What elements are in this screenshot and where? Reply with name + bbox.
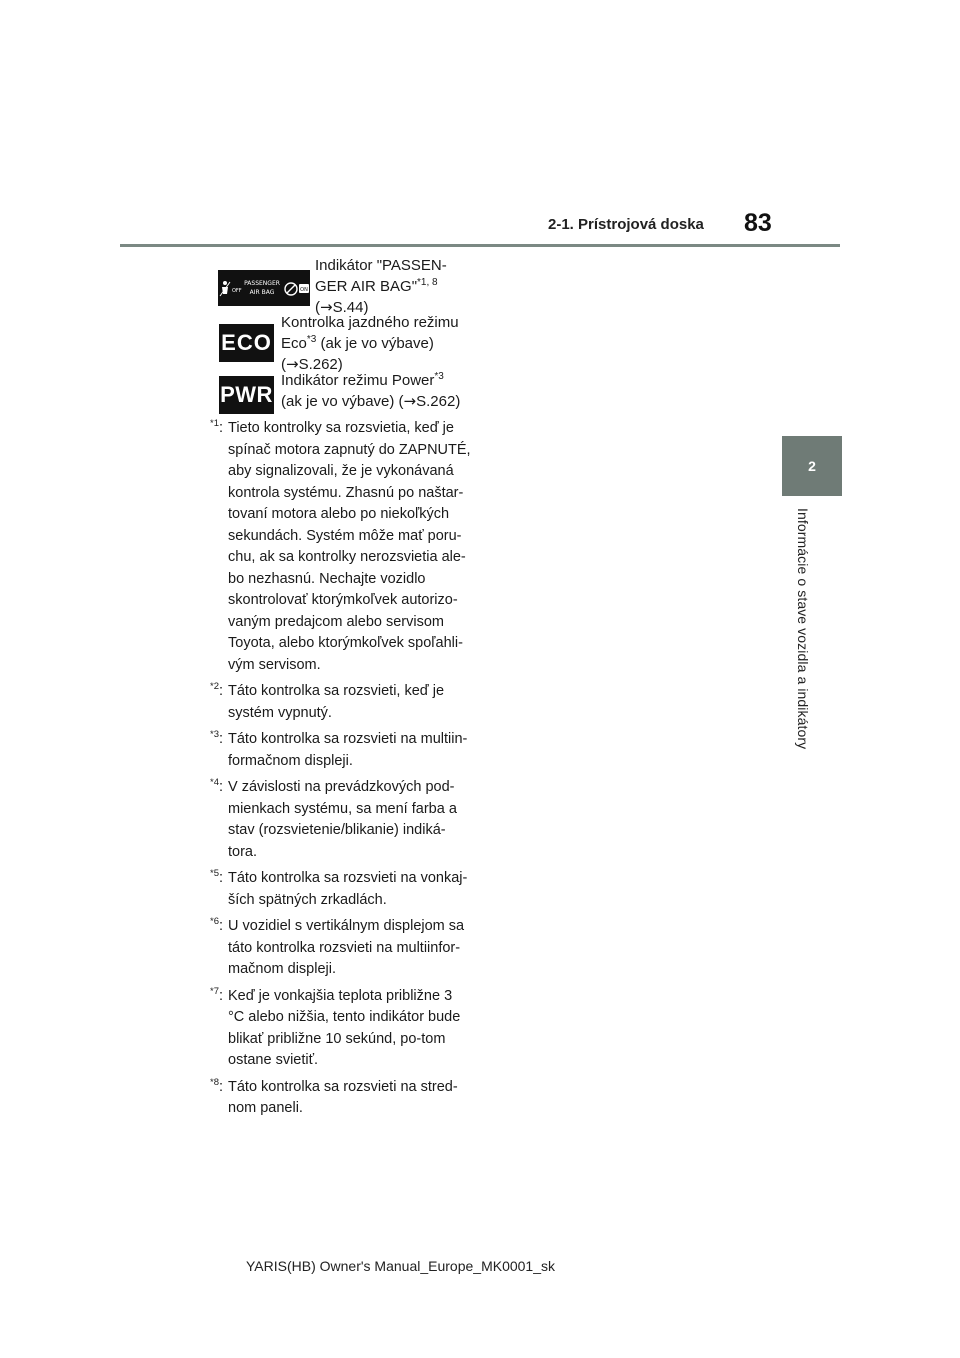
- footnote: $^{*2}$: Táto kontrolka sa rozsvieti, keď je systém vypnutý.: [210, 681, 445, 721]
- footnote: $^{*6}$: U vozidiel s vertikálnym displejom sa táto kontrolka rozsvieti na multiinfor-mačnom displeji.: [210, 916, 465, 977]
- passenger-airbag-off-icon: [218, 270, 310, 306]
- airbag-on-label: ON: [300, 287, 308, 293]
- footnote-ref: *1, 8: [417, 277, 438, 288]
- power-mode-icon: [219, 376, 274, 414]
- indicator-text-line: (ak je vo výbave): [316, 335, 434, 352]
- footnote: $^{*3}$: Táto kontrolka sa rozsvieti na multiin-formačnom displeji.: [210, 729, 468, 769]
- footer-manual-id: YARIS(HB) Owner's Manual_Europe_MK0001_sk: [246, 1258, 555, 1274]
- header-divider: [120, 244, 840, 247]
- footnote-text: Keď je vonkajšia teplota približne 3 °C alebo nižšia, tento indikátor bude blikať približne 10 sekúnd, po-tom ostane svietiť.: [228, 987, 461, 1068]
- indicator-text-line: GER AIR BAG": [315, 278, 418, 295]
- footnote-text: Táto kontrolka sa rozsvieti na multiin-formačnom displeji.: [228, 731, 468, 769]
- pwr-icon-label: PWR: [220, 382, 273, 407]
- indicator-text-line: Eco: [281, 335, 307, 352]
- indicator-text-line: Kontrolka jazdného režimu: [281, 314, 459, 331]
- indicator-text-line: Indikátor "PASSEN-: [315, 257, 447, 274]
- footnote: $^{*7}$: Keď je vonkajšia teplota približne 3 °C alebo nižšia, tento indikátor bude blikať približne 10 sekúnd, po-tom ostane svietiť.: [210, 985, 461, 1068]
- footnote-ref: *3: [306, 334, 317, 345]
- eco-mode-icon: [219, 324, 274, 362]
- indicator-text-line: Indikátor režimu Power: [281, 372, 435, 389]
- airbag-label-line2: AIR BAG: [249, 289, 275, 296]
- eco-icon-label: ECO: [221, 330, 272, 355]
- page-number: 83: [744, 209, 772, 237]
- footnote: $^{*5}$: Táto kontrolka sa rozsvieti na vonkaj-ších spätných zrkadlách.: [210, 868, 468, 908]
- footnote-text: Táto kontrolka sa rozsvieti na vonkaj-ších spätných zrkadlách.: [228, 870, 468, 908]
- page-reference: S.44: [332, 299, 364, 316]
- section-title: 2-1. Prístrojová doska: [548, 216, 704, 233]
- footnotes-list: [210, 418, 472, 1125]
- chapter-title: Informácie o stave vozidla a indikátory: [795, 508, 811, 750]
- chapter-number: 2: [808, 458, 816, 474]
- footnote-text: U vozidiel s vertikálnym displejom sa táto kontrolka rozsvieti na multiinfor-mačnom displeji.: [228, 918, 465, 977]
- footnote: $^{*1}$: Tieto kontrolky sa rozsvietia, keď je spínač motora zapnutý do ZAPNUTÉ, aby signalizovali, že je vykonávaná kontrola systému. Zhasnú po naštar-tovaní motora alebo po niekoľkých sekundách. Systém môže mať poru-chu, ak sa kontrolky nerozsvietia ale-bo nezhasnú. Nechajte vozidlo skontrolovať ktorýmkoľvek autorizo-vaným predajcom alebo servisom Toyota, alebo ktorýmkoľvek spoľahli-vým servisom.: [210, 418, 471, 673]
- footnote-text: Tieto kontrolky sa rozsvietia, keď je spínač motora zapnutý do ZAPNUTÉ, aby signalizovali, že je vykonávaná kontrola systému. Zhasnú po naštar-tovaní motora alebo po niekoľkých sekundách. Systém môže mať poru-chu, ak sa kontrolky nerozsvietia ale-bo nezhasnú. Nechajte vozidlo skontrolovať ktorýmkoľvek autorizo-vaným predajcom alebo servisom Toyota, alebo ktorýmkoľvek spoľahli-vým servisom.: [228, 420, 471, 673]
- footnote-text: Táto kontrolka sa rozsvieti, keď je systém vypnutý.: [228, 683, 445, 721]
- chapter-tab: [782, 436, 842, 496]
- page-reference: S.262: [416, 393, 456, 410]
- indicator-eco-text: Kontrolka jazdného režimu Eco$^{*3}$ (ak je vo výbave) (→S.262): [281, 312, 471, 375]
- indicator-power-text: Indikátor režimu Power$^{*3}$ (ak je vo výbave) (→S.262): [281, 371, 461, 410]
- footnote-ref: *3: [434, 371, 444, 382]
- page-reference: S.262: [298, 356, 338, 373]
- indicator-passenger-airbag-text: Indikátor "PASSEN- GER AIR BAG"$^{*1, 8}$ (→S.44): [315, 255, 475, 318]
- footnote: $^{*4}$: V závislosti na prevádzkových pod-mienkach systému, sa mení farba a stav (rozsvietenie/blikanie) indiká-tora.: [210, 777, 457, 860]
- footnote: $^{*8}$: Táto kontrolka sa rozsvieti na stred-nom paneli.: [210, 1076, 458, 1116]
- airbag-off-label: OFF: [232, 288, 242, 294]
- airbag-label-line1: PASSENGER: [244, 280, 280, 287]
- indicator-text-line: (ak je vo výbave) (: [281, 393, 404, 410]
- footnote-text: V závislosti na prevádzkových pod-mienkach systému, sa mení farba a stav (rozsvietenie/blikanie) indiká-tora.: [228, 779, 457, 860]
- footnote-text: Táto kontrolka sa rozsvieti na stred-nom paneli.: [228, 1078, 458, 1116]
